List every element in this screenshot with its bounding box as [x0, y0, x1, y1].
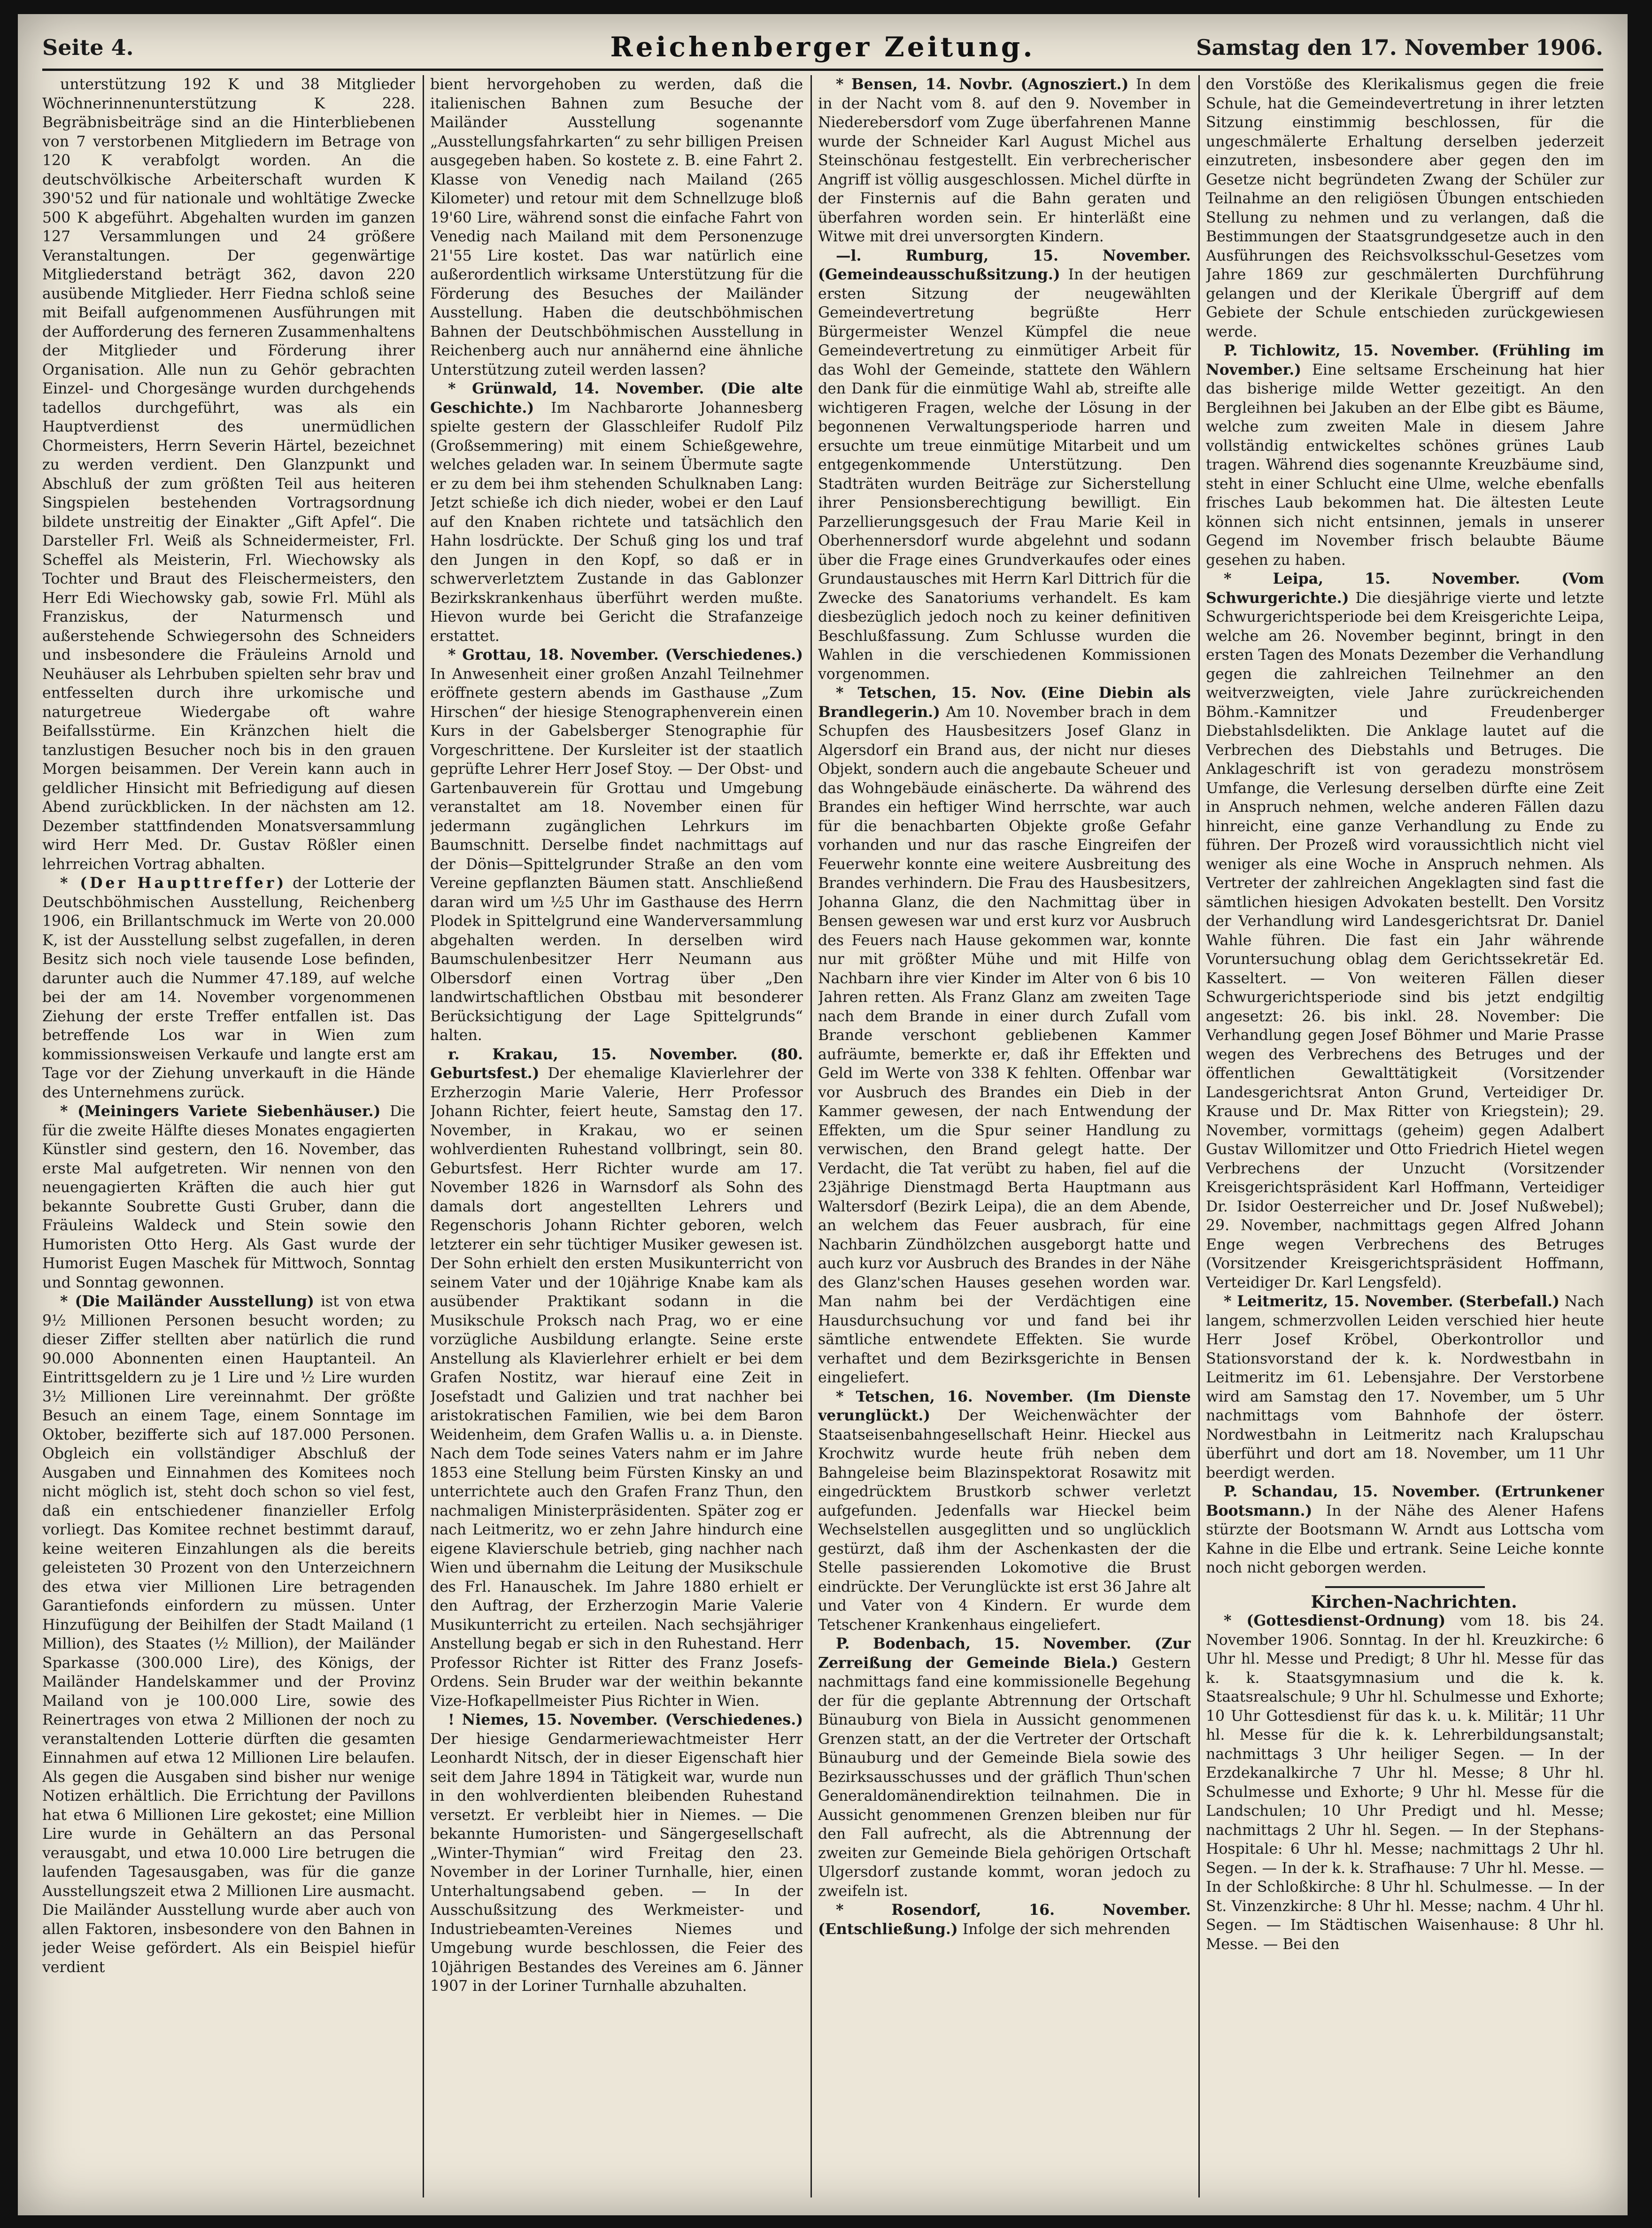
article-paragraph: unterstützung 192 K und 38 Mitglieder Wöchnerinnenunterstützung K 228. Begräbnisbeiträge sind an die Hinterbliebenen von 7 verstorbenen Mitgliedern im Betrage von 120 K verabfolgt worden. An die deutschvölkische Arbeiterschaft wurden K 390'52 und für nationale und wohltätige Zwecke 500 K abgeführt. Abgehalten wurden im ganzen 127 Versammlungen und 24 größere Veranstaltungen. Der gegenwärtige Mitgliederstand beträgt 362, davon 220 ausübende Mitglieder. Herr Fiedna schloß seine mit Beifall aufgenommenen Ausführungen mit der Aufforderung des ferneren Zusammenhaltens der Mitglieder und Förderung ihrer Organisation. Alle nun zu Gehör gebrachten Einzel- und Chorgesänge wurden durchgehends tadellos durchgeführt, was als ein Hauptverdienst des unermüdlichen Chormeisters, Herrn Severin Härtel, bezeichnet zu werden verdient. Den Glanzpunkt und Abschluß der zum größten Teil aus heiteren Singspielen bestehenden Vortragsordnung bildete unstreitig der Einakter „Gift Apfel“. Die Darsteller Frl. Weiß als Schneidermeister, Frl. Scheffel als Meisterin, Frl. Wiechowsky als Tochter und Braut des Fleischermeisters, den Herr Edi Wiechowsky gab, sowie Frl. Mühl als Franziskus, der Naturmensch und außerstehende Schwiegersohn des Schneiders und insbesondere die Fräuleins Arnold und Neuhäuser als Lehrbuben spielten sehr brav und entfesselten durch ihre urkomische und naturgetreue Wiedergabe oft wahre Beifallsstürme. Ein Kränzchen hielt die tanzlustigen Besucher noch bis in den grauen Morgen beisammen. Der Verein kann auch in geldlicher Hinsicht mit Befriedigung auf diesen Abend zurückblicken. In der nächsten am 12. Dezember stattfindenden Monatsversammlung wird Herr Med. Dr. Gustav Rößler einen lehrreichen Vortrag abhalten. — [42, 76, 415, 873]
section-title: Kirchen-Nachrichten. — [1311, 1592, 1517, 1612]
article-paragraph: * Bensen, 14. Novbr. (Agnosziert.) In dem in der Nacht vom 8. auf den 9. November in Niederebersdorf vom Zuge überfahrenen Manne wurde der Schneider Karl August Michel aus Steinschönau festgestellt. Ein verbrecherischer Angriff ist völlig ausgeschlossen. Michel dürfte in der Finsternis auf die Bahn geraten und überfahren worden sein. Er hinterläßt eine Witwe mit drei unversorgten Kindern. — [818, 76, 1191, 245]
article-heading: * (Die Mailänder Ausstellung) — [60, 1293, 314, 1310]
article-paragraph: * Leipa, 15. November. (Vom Schwurgerichte.) Die diesjährige vierte und letzte Schwurgerichtsperiode bei dem Kreisgerichte Leipa, welche am 26. November beginnt, bringt in den ersten Tagen des Monats Dezember die Verhandlung gegen die zahlreichen Teilnehmer an den weitverzweigten, viele Jahre zurückreichenden Böhm.-Kamnitzer und Freudenberger Diebstahlsdelikten. Die Anklage lautet auf die Verbrechen des Diebstahls und Betruges. Die Anklageschrift ist von geradezu monströsem Umfange, die Verlesung derselben dürfte eine Zeit in Anspruch nehmen, welche anderen Fällen dazu hinreicht, eine ganze Verhandlung zu Ende zu führen. Der Prozeß wird voraussichtlich nicht viel weniger als eine Woche in Anspruch nehmen. Als Vertreter der zahlreichen Angeklagten sind fast die sämtlichen hiesigen Advokaten bestellt. Den Vorsitz der Verhandlung wird Landesgerichtsrat Dr. Daniel Wahle führen. Die fast ein Jahr währende Voruntersuchung oblag dem Gerichtssekretär Ed. Kasseltert. — Von weiteren Fällen dieser Schwurgerichtsperiode sind bis jetzt endgiltig angesetzt: 26. bis inkl. 28. November: Die Verhandlung gegen Josef Böhmer und Marie Prasse wegen des Verbrechens des Betruges und der öffentlichen Gewalttätigkeit (Vorsitzender Landesgerichtsrat Anton Grund, Verteidiger Dr. Krause und Dr. Max Ritter von Kriegstein); 29. November, vormittags (geheim) gegen Adalbert Gustav Willomitzer und Otto Friedrich Hietel wegen Verbrechens der Unzucht (Vorsitzender Kreisgerichtspräsident Karl Hoffmann, Verteidiger Dr. Isidor Oesterreicher und Dr. Josef Nußwebel); 29. November, nachmittags gegen Alfred Johann Enge wegen Verbrechens des Betruges (Vorsitzender Kreisgerichtspräsident Hoffmann, Verteidiger Dr. Karl Lengsfeld). — [1206, 570, 1604, 1291]
article-heading: P. Bodenbach, 15. November. (Zur Zerreißung der Gemeinde Biela.) — [818, 1635, 1191, 1672]
article-heading: * Tetschen, 15. Nov. (Eine Diebin als Brandlegerin.) — [818, 684, 1191, 721]
columns — [42, 75, 1604, 2197]
article-paragraph: * Grünwald, 14. November. (Die alte Geschichte.) Im Nachbarorte Johannesberg spielte gestern der Glasschleifer Rudolf Pilz (Großsemmering) mit einem Schießgewehre, welches geladen war. In seinem Übermute sagte er zu dem bei ihm stehenden Schulknaben Lang: Jetzt schieße ich dich nieder, wobei er den Lauf auf den Knaben richtete und tatsächlich den Hahn losdrückte. Der Schuß ging los und traf den Jungen in den Kopf, so daß er in schwerverletztem Zustande in das Gablonzer Bezirkskrankenhaus überführt werden mußte. Hievon wurde bei Gericht die Strafanzeige erstattet. — [430, 380, 803, 645]
section-divider — [1325, 1586, 1484, 1588]
article-heading: * Rosendorf, 16. November. (Entschließung.) — [818, 1901, 1191, 1938]
article-paragraph: P. Bodenbach, 15. November. (Zur Zerreißung der Gemeinde Biela.) Gestern nachmittags fand eine kommissionelle Begehung der für die geplante Abtrennung der Ortschaft Bünauburg von Biela in Aussicht genommenen Grenzen statt, an der die Vertreter der Ortschaft Bünauburg und der Gemeinde Biela sowie des Bezirksausschusses und der gräflich Thun'schen Generaldomänendirektion teilnahmen. Die in Aussicht genommenen Grenzen bleiben nur für den Fall aufrecht, als die Abtrennung der zweiten zur Gemeinde Biela gehörigen Ortschaft Ulgersdorf zustande kommt, woran jedoch zu zweifeln ist. — [818, 1635, 1191, 1900]
article-paragraph: * Tetschen, 16. November. (Im Dienste verunglückt.) Der Weichenwächter der Staatseisenbahngesellschaft Heinr. Hieckel aus Krochwitz wurde heute früh neben dem Bahngeleise beim Blazinspektorat Rosawitz mit eingedrücktem Brustkorb schwer verletzt aufgefunden. Jedenfalls war Hieckel beim Wechselstellen ausgeglitten und so unglücklich gestürzt, daß ihm der Aschenkasten der die Stelle passierenden Lokomotive die Brust eindrückte. Der Verunglückte ist erst 36 Jahre alt und Vater von 4 Kindern. Er wurde dem Tetschener Krankenhaus eingeliefert. — [818, 1388, 1191, 1634]
article-heading: * (Gottesdienst-Ordnung) — [1224, 1612, 1446, 1629]
article-paragraph: * (Der Haupttreffer) der Lotterie der Deutschböhmischen Ausstellung, Reichenberg 1906, ein Brillantschmuck im Werte von 20.000 K, ist der Ausstellung selbst zugefallen, in deren Besitz sich noch viele tausende Lose befinden, darunter auch die Nummer 47.189, auf welche bei der am 14. November vorgenommenen Ziehung der erste Treffer entfallen ist. Das betreffende Los war in Wien zum kommissionsweisen Verkaufe und langte erst am Tage vor der Ziehung unverkauft in die Hände des Unternehmens zurück. — [42, 874, 415, 1101]
article-heading: * Bensen, 14. Novbr. (Agnosziert.) — [836, 76, 1129, 93]
article-paragraph: —l. Rumburg, 15. November. (Gemeindeausschußsitzung.) In der heutigen ersten Sitzung der neugewählten Gemeindevertretung begrüßte Herr Bürgermeister Wenzel Kümpfel die neue Gemeindevertretung zu einmütiger Arbeit für das Wohl der Gemeinde, stattete den Wählern den Dank für die einmütige Wahl ab, streifte alle wichtigeren Fragen, welche der Lösung in der begonnenen Verwaltungsperiode harren und ersuchte um treue einmütige Mitarbeit und um entgegenkommende Unterstützung. Den Stadträten wurden Beiträge zur Sicherstellung ihrer Pensionsberechtigung bewilligt. Ein Parzellierungsgesuch der Frau Marie Keil in Oberhennersdorf wurde abgelehnt und sodann über die Frage eines Grundverkaufes oder eines Grundaustausches mit Herrn Karl Dittrich für die Zwecke des Sanatoriums verhandelt. Es kam diesbezüglich jedoch noch zu keiner definitiven Beschlußfassung. Zum Schlusse wurden die Wahlen in die verschiedenen Kommissionen vorgenommen. — [818, 247, 1191, 683]
article-paragraph: ! Niemes, 15. November. (Verschiedenes.) Der hiesige Gendarmeriewachtmeister Herr Leonhardt Nitsch, der in dieser Eigenschaft hier seit dem Jahre 1894 in Tätigkeit war, wurde nun in den wohlverdienten bleibenden Ruhestand versetzt. Er verbleibt hier in Niemes. — Die bekannte Humoristen- und Sängergesellschaft „Winter-Thymian“ wird Freitag den 23. November in der Loriner Turnhalle, hier, einen Unterhaltungsabend geben. — In der Ausschußsitzung des Werkmeister- und Industriebeamten-Vereines Niemes und Umgebung wurde beschlossen, die Feier des 10jährigen Bestandes des Vereines am 6. Jänner 1907 in der Loriner Turnhalle abzuhalten. — [430, 1711, 803, 1995]
column-rule — [811, 75, 812, 2197]
article-paragraph: * Rosendorf, 16. November. (Entschließung.) Infolge der sich mehrenden — [818, 1901, 1191, 1938]
article-heading: * Tetschen, 16. November. (Im Dienste verunglückt.) — [818, 1388, 1191, 1424]
article-heading: r. Krakau, 15. November. (80. Geburtsfest.) — [430, 1045, 803, 1082]
article-paragraph: * Tetschen, 15. Nov. (Eine Diebin als Brandlegerin.) Am 10. November brach in dem Schupfen des Hausbesitzers Josef Glanz in Algersdorf ein Brand aus, der nicht nur dieses Objekt, sondern auch die angebaute Scheuer und das Wohngebäude einäscherte. Da während des Brandes ein heftiger Wind herrschte, war auch für die benachbarten Objekte große Gefahr vorhanden und nur das rasche Eingreifen der Feuerwehr konnte eine weitere Ausbreitung des Brandes verhindern. Die Frau des Hausbesitzers, Johanna Glanz, die den Nachmittag über in Bensen gewesen war und erst kurz vor Ausbruch des Feuers nach Hause gekommen war, konnte nur mit größter Mühe und mit Hilfe von Nachbarn ihre vier Kinder im Alter von 6 bis 10 Jahren retten. Als Franz Glanz am zweiten Tage nach dem Brande in einer durch Zufall vom Brande verschont gebliebenen Kammer aufräumte, bemerkte er, daß ihr Effekten und Geld im Werte von 338 K fehlten. Offenbar war vor Ausbruch des Brandes ein Dieb in der Kammer gewesen, der nach Entwendung der Effekten, um die Spur seiner Handlung zu verwischen, den Brand gelegt hatte. Der Verdacht, die Tat verübt zu haben, fiel auf die 23jährige Dienstmagd Berta Hauptmann aus Waltersdorf (Bezirk Leipa), die an dem Abende, an welchem das Feuer ausbrach, für eine Nachbarin Zündhölzchen ausgeborgt hatte und auch kurz vor Ausbruch des Brandes in der Nähe des Glanz'schen Hauses gesehen worden war. Man nahm bei der Verdächtigen eine Hausdurchsuchung vor und fand bei ihr sämtliche entwendete Effekten. Sie wurde verhaftet und dem Bezirksgerichte in Bensen eingeliefert. — [818, 684, 1191, 1386]
article-heading: * Leipa, 15. November. (Vom Schwurgerichte.) — [1206, 570, 1604, 607]
article-heading: * (Meiningers Variete Siebenhäuser.) — [60, 1102, 381, 1120]
article-heading: * Grünwald, 14. November. (Die alte Geschichte.) — [430, 380, 803, 416]
article-paragraph: * (Die Mailänder Ausstellung) ist von etwa 9½ Millionen Personen besucht worden; zu dieser Ziffer stellten aber natürlich die rund 90.000 Abonnenten einen Hauptanteil. An Eintrittsgeldern zu je 1 Lire und ½ Lire wurden 3½ Millionen Lire vereinnahmt. Der größte Besuch an einem Tage, einem Sonntage im Oktober, bezifferte sich auf 187.000 Personen. Obgleich ein vollständiger Abschluß der Ausgaben und Einnahmen des Komitees noch nicht möglich ist, steht doch schon so viel fest, daß ein entschiedener finanzieller Erfolg vorliegt. Das Komitee rechnet bestimmt darauf, keine weiteren Einzahlungen als die bereits geleisteten 30 Prozent von den Unterzeichnern des etwa vier Millionen Lire betragenden Garantiefonds einfordern zu müssen. Unter Hinzufügung der Beihilfen der Stadt Mailand (1 Million), des Staates (½ Million), der Mailänder Sparkasse (300.000 Lire), des Königs, der Mailänder Handelskammer und der Provinz Mailand von je 100.000 Lire, sowie des Reinertrages von etwa 2 Millionen der noch zu veranstaltenden Lotterie dürften die gesamten Einnahmen auf etwa 12 Millionen Lire belaufen. Als gegen die Ausgaben sind bisher nur wenige Notizen erhältlich. Die Errichtung der Pavillons hat etwa 6 Millionen Lire gekostet; eine Million Lire wurde in Gehältern an das Personal verausgabt, und etwa 10.000 Lire betrugen die laufenden Tagesausgaben, was für die ganze Ausstellungszeit etwa 2 Millionen Lire ausmacht. Die Mailänder Ausstellung wurde aber auch von allen Faktoren, insbesondere von den Bahnen in jeder Weise gefördert. Als ein Beispiel hiefür verdient — [42, 1293, 415, 1976]
article-heading: P. Schandau, 15. November. (Ertrunkener Bootsmann.) — [1206, 1483, 1604, 1519]
column-rule — [423, 75, 424, 2197]
article-paragraph: * Grottau, 18. November. (Verschiedenes.) In Anwesenheit einer großen Anzahl Teilnehmer eröffnete gestern abends im Gasthause „Zum Hirschen“ der hiesige Stenographenverein einen Kurs in der Gabelsberger Stenographie für Vorgeschrittene. Der Kursleiter ist der staatlich geprüfte Lehrer Herr Josef Stoy. — Der Obst- und Gartenbauverein für Grottau und Umgebung veranstaltet am 18. November einen für jedermann zugänglichen Lehrkurs im Baumschnitt. Derselbe findet nachmittags auf der Dönis—Spittelgrunder Straße an den vom Vereine gepflanzten Bäumen statt. Anschließend daran wird um ½5 Uhr im Gasthause des Herrn Plodek in Spittelgrund eine Wanderversammlung abgehalten werden. In derselben wird Baumschulenbesitzer Herr Neumann aus Olbersdorf einen Vortrag über „Den landwirtschaftlichen Obstbau mit besonderer Berücksichtigung der Lage Spittelgrunds“ halten. — [430, 646, 803, 1044]
column-1 — [42, 75, 415, 2197]
article-paragraph: P. Schandau, 15. November. (Ertrunkener Bootsmann.) In der Nähe des Alener Hafens stürzte der Bootsmann W. Arndt aus Lottscha vom Kahne in die Elbe und ertrank. Seine Leiche konnte noch nicht geborgen werden. — [1206, 1483, 1604, 1576]
masthead — [42, 31, 1603, 71]
article-paragraph: * (Gottesdienst-Ordnung) vom 18. bis 24. November 1906. Sonntag. In der hl. Kreuzkirche: 6 Uhr hl. Messe und Predigt; 8 Uhr hl. Messe für das k. k. Staatsgymnasium und die k. k. Staatsrealschule; 9 Uhr hl. Schulmesse und Exhorte; 10 Uhr Gottesdienst für das k. u. k. Militär; 11 Uhr hl. Messe für die k. k. Lehrerbildungsanstalt; nachmittags 3 Uhr heiliger Segen. — In der Erzdekanalkirche 7 Uhr hl. Messe; 8 Uhr hl. Schulmesse und Exhorte; 9 Uhr hl. Messe für die Landschulen; 10 Uhr Predigt und hl. Messe; nachmittags 2 Uhr hl. Segen. — In der Stephans-Hospitale: 6 Uhr hl. Messe; nachmittags 2 Uhr hl. Segen. — In der k. k. Strafhause: 7 Uhr hl. Messe. — In der Schloßkirche: 8 Uhr hl. Schulmesse. — In der St. Vinzenzkirche: 8 Uhr hl. Messe; nachm. 4 Uhr hl. Segen. — Im Städtischen Waisenhause: 8 Uhr hl. Messe. — Bei den — [1206, 1612, 1604, 1953]
article-heading: —l. Rumburg, 15. November. (Gemeindeausschußsitzung.) — [818, 247, 1191, 283]
page-number: Seite 4. — [42, 35, 134, 60]
article-paragraph: r. Krakau, 15. November. (80. Geburtsfest.) Der ehemalige Klavierlehrer der Erzherzogin Marie Valerie, Herr Professor Johann Richter, feiert heute, Samstag den 17. November, in Krakau, wo er seinen wohlverdienten Ruhestand vollbringt, sein 80. Geburtsfest. Herr Richter wurde am 17. November 1826 in Warnsdorf als Sohn des damals dort angestellten Lehrers und Regenschoris Johann Richter geboren, welch letzterer ein sehr tüchtiger Musiker gewesen ist. Der Sohn erhielt den ersten Musikunterricht von seinem Vater und der 10jährige Knabe kam als ausübender Praktikant sodann in die Musikschule Proksch nach Prag, wo er eine vorzügliche Ausbildung erlangte. Seine erste Anstellung als Klavierlehrer erhielt er bei dem Grafen Nostitz, war hierauf eine Zeit in Josefstadt und Galizien und trat nachher bei aristokratischen Familien, wie bei dem Baron Weidenheim, dem Grafen Wallis u. a. in Dienste. Nach dem Tode seines Vaters nahm er im Jahre 1853 eine Stellung beim Fürsten Kinsky an und unterrichtete auch den Grafen Franz Thun, den nachmaligen Ministerpräsidenten. Später zog er nach Leitmeritz, wo er zehn Jahre hindurch eine eigene Klavierschule betrieb, ging nachher nach Wien und übernahm die Leitung der Musikschule des Frl. Hanauschek. Im Jahre 1880 erhielt er den Auftrag, der Erzherzogin Marie Valerie Musikunterricht zu erteilen. Nach sechsjähriger Anstellung begab er sich in den Ruhestand. Herr Professor Richter ist Ritter des Franz Josefs-Ordens. Sein Bruder war der weithin bekannte Vize-Hofkapellmeister Pius Richter in Wien. — [430, 1045, 803, 1710]
newspaper-page — [18, 14, 1628, 2215]
column-rule — [1198, 75, 1200, 2197]
article-heading: P. Tichlowitz, 15. November. (Frühling im November.) — [1206, 342, 1604, 378]
column-2 — [430, 75, 803, 2197]
article-heading: * Leitmeritz, 15. November. (Sterbefall.) — [1224, 1293, 1559, 1310]
column-3 — [818, 75, 1191, 2197]
article-heading: * (Der Haupttreffer) — [60, 874, 287, 892]
article-heading: ! Niemes, 15. November. (Verschiedenes.) — [448, 1711, 803, 1728]
article-paragraph: den Vorstöße des Klerikalismus gegen die freie Schule, hat die Gemeindevertretung in ihrer letzten Sitzung einstimmig beschlossen, für die ungeschmälerte Erhaltung derselben jederzeit einzutreten, insbesondere aber gegen den im Gesetze nicht begründeten Zwang der Schüler zur Teilnahme an den religiösen Übungen entschieden Stellung zu nehmen und zu verlangen, daß die Bestimmungen der Staatsgrundgesetze auch in den Ausführungen des Reichsvolksschul-Gesetzes vom Jahre 1869 zur geschmälerten Durchführung gelangen und der Klerikale Übergriff auf dem Gebiete der Schule entschieden zurückgewiesen werde. — [1206, 76, 1604, 340]
issue-date: Samstag den 17. November 1906. — [1196, 35, 1603, 60]
article-paragraph: * (Meiningers Variete Siebenhäuser.) Die für die zweite Hälfte dieses Monates engagierten Künstler sind gestern, den 16. November, das erste Mal aufgetreten. Wir nennen von den neuengagierten Kräften die auch hier gut bekannte Soubrette Gusti Gruber, dann die Fräuleins Waldeck und Stein sowie den Humoristen Otto Herg. Als Gast wurde der Humorist Eugen Maschek für Mittwoch, Sonntag und Sonntag gewonnen. — [42, 1102, 415, 1291]
article-heading: * Grottau, 18. November. (Verschiedenes.) — [448, 646, 803, 663]
article-paragraph: bient hervorgehoben zu werden, daß die italienischen Bahnen zum Besuche der Mailänder Ausstellung sogenannte „Ausstellungsfahrkarten“ zu sehr billigen Preisen ausgegeben haben. So kostete z. B. eine Fahrt 2. Klasse von Venedig nach Mailand (265 Kilometer) und retour mit dem Schnellzuge bloß 19'60 Lire, während sonst die einfache Fahrt von Venedig nach Mailand mit dem Personenzuge 21'55 Lire kostet. Das war natürlich eine außerordentlich wirksame Unterstützung für die Förderung des Besuches der Mailänder Ausstellung. Haben die deutschböhmischen Bahnen der Deutschböhmischen Ausstellung in Reichenberg auch nur annähernd eine ähnliche Unterstützung zuteil werden lassen? — [430, 76, 803, 378]
newspaper-title: Reichenberger Zeitung. — [610, 31, 1035, 63]
column-4 — [1206, 75, 1604, 2197]
article-paragraph: P. Tichlowitz, 15. November. (Frühling im November.) Eine seltsame Erscheinung hat hier das bisherige milde Wetter gezeitigt. An den Bergleihnen bei Jakuben an der Elbe gibt es Bäume, welche zum zweiten Male in diesem Jahre vollständig entwickeltes schönes grünes Laub tragen. Während dies sogenannte Kreuzbäume sind, steht in einer Schlucht eine Ulme, welche ebenfalls frisches Laub bekommen hat. Die ältesten Leute können sich nicht entsinnen, jemals in unserer Gegend im November frisch belaubte Bäume gesehen zu haben. — [1206, 342, 1604, 569]
article-paragraph: * Leitmeritz, 15. November. (Sterbefall.) Nach langem, schmerzvollen Leiden verschied hier heute Herr Josef Kröbel, Oberkontrollor und Stationsvorstand der k. k. Nordwestbahn in Leitmeritz im 61. Lebensjahre. Der Verstorbene wird am Samstag den 17. November, um 5 Uhr nachmittags vom Bahnhofe der österr. Nordwestbahn in Leitmeritz nach Kralupschau überführt und dort am 18. November, um 11 Uhr beerdigt werden. — [1206, 1293, 1604, 1481]
